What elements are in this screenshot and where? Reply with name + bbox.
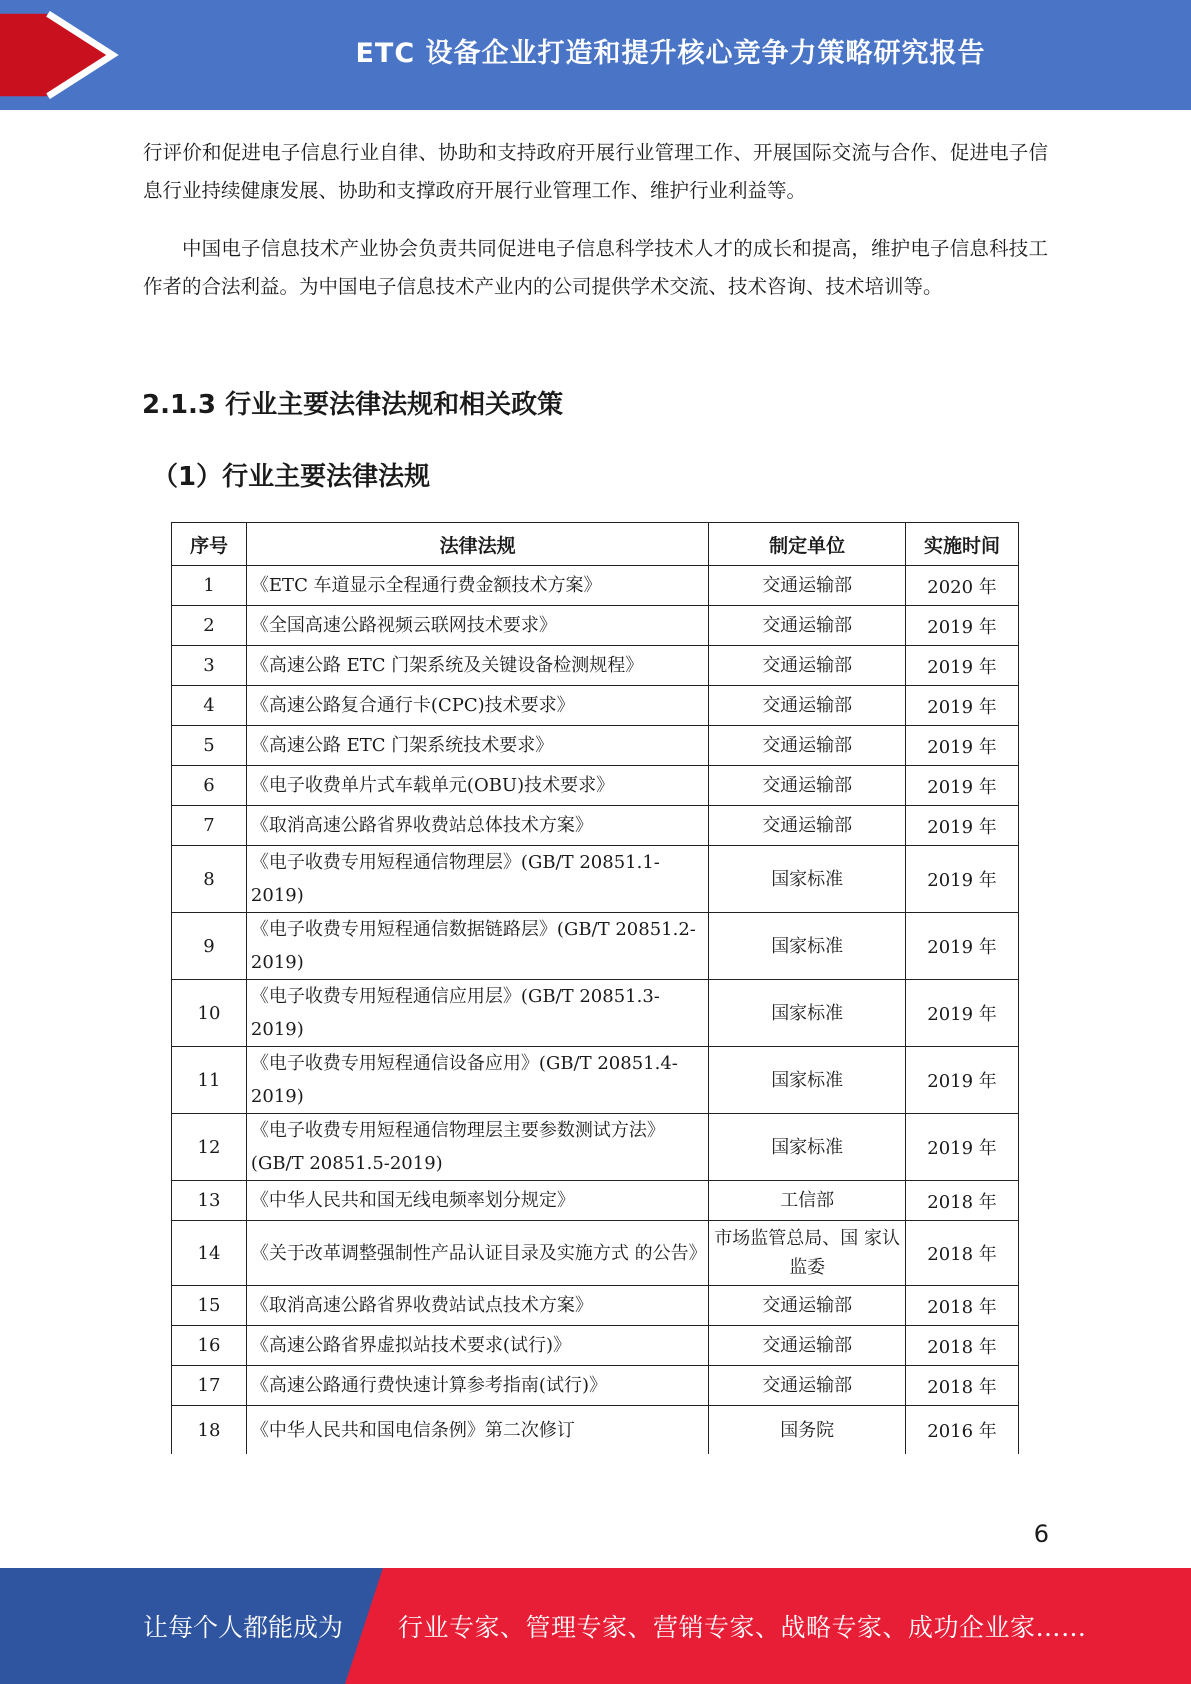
page-number: 6 — [1033, 1520, 1049, 1548]
row-law: 《电子收费单片式车载单元(OBU)技术要求》 — [246, 766, 708, 806]
row-year: 2019 年 — [906, 726, 1019, 766]
row-law: 《取消高速公路省界收费站试点技术方案》 — [246, 1286, 708, 1326]
row-year: 2019 年 — [906, 686, 1019, 726]
body-text — [143, 134, 1048, 306]
row-number: 10 — [172, 980, 247, 1047]
row-year: 2019 年 — [906, 1047, 1019, 1114]
row-year: 2018 年 — [906, 1286, 1019, 1326]
row-organization: 工信部 — [709, 1181, 906, 1221]
row-law: 《电子收费专用短程通信应用层》(GB/T 20851.3-2019) — [246, 980, 708, 1047]
row-number: 7 — [172, 806, 247, 846]
row-year: 2018 年 — [906, 1221, 1019, 1286]
header-law: 法律法规 — [246, 523, 708, 566]
row-organization: 交通运输部 — [709, 726, 906, 766]
row-number: 8 — [172, 846, 247, 913]
row-law: 《取消高速公路省界收费站总体技术方案》 — [246, 806, 708, 846]
row-year: 2019 年 — [906, 806, 1019, 846]
row-organization: 交通运输部 — [709, 686, 906, 726]
table-row — [172, 1221, 1019, 1286]
row-organization: 国家标准 — [709, 980, 906, 1047]
footer-slogan-left: 让每个人都能成为 — [143, 1613, 344, 1642]
row-year: 2019 年 — [906, 1114, 1019, 1181]
row-year: 2018 年 — [906, 1366, 1019, 1406]
row-organization: 交通运输部 — [709, 606, 906, 646]
row-year: 2019 年 — [906, 980, 1019, 1047]
table-row — [172, 1181, 1019, 1221]
table-row — [172, 913, 1019, 980]
subsection-heading: （1）行业主要法律法规 — [152, 462, 431, 492]
row-number: 11 — [172, 1047, 247, 1114]
row-year: 2019 年 — [906, 646, 1019, 686]
table-row — [172, 606, 1019, 646]
row-number: 6 — [172, 766, 247, 806]
row-law: 《全国高速公路视频云联网技术要求》 — [246, 606, 708, 646]
row-number: 5 — [172, 726, 247, 766]
table-row — [172, 1286, 1019, 1326]
red-arrow-logo-shape — [0, 0, 120, 110]
row-law: 《高速公路复合通行卡(CPC)技术要求》 — [246, 686, 708, 726]
report-title: ETC 设备企业打造和提升核心竞争力策略研究报告 — [355, 37, 986, 69]
paragraph-1: 行评价和促进电子信息行业自律、协助和支持政府开展行业管理工作、开展国际交流与合作、促进电子信息行业持续健康发展、协助和支撑政府开展行业管理工作、维护行业利益等。 — [143, 141, 1048, 202]
row-law: 《高速公路 ETC 门架系统及关键设备检测规程》 — [246, 646, 708, 686]
row-law: 《关于改革调整强制性产品认证目录及实施方式 的公告》 — [246, 1221, 708, 1286]
row-organization: 交通运输部 — [709, 646, 906, 686]
row-number: 2 — [172, 606, 247, 646]
row-organization: 交通运输部 — [709, 566, 906, 606]
table-row — [172, 1406, 1019, 1455]
row-law: 《电子收费专用短程通信数据链路层》(GB/T 20851.2-2019) — [246, 913, 708, 980]
table-row — [172, 726, 1019, 766]
footer-slogan-right: 行业专家、管理专家、营销专家、战略专家、成功企业家…… — [398, 1613, 1087, 1642]
header-number: 序号 — [172, 523, 247, 566]
row-year: 2019 年 — [906, 913, 1019, 980]
row-number: 16 — [172, 1326, 247, 1366]
row-year: 2018 年 — [906, 1326, 1019, 1366]
table-row — [172, 1326, 1019, 1366]
table-row — [172, 846, 1019, 913]
row-law: 《电子收费专用短程通信设备应用》(GB/T 20851.4-2019) — [246, 1047, 708, 1114]
row-law: 《高速公路通行费快速计算参考指南(试行)》 — [246, 1366, 708, 1406]
table-row — [172, 806, 1019, 846]
row-number: 18 — [172, 1406, 247, 1455]
row-number: 9 — [172, 913, 247, 980]
paragraph-2: 中国电子信息技术产业协会负责共同促进电子信息科学技术人才的成长和提高，维护电子信息科技工作者的合法利益。为中国电子信息技术产业内的公司提供学术交流、技术咨询、技术培训等。 — [143, 237, 1048, 298]
table-header-row — [172, 523, 1019, 566]
row-law: 《ETC 车道显示全程通行费金额技术方案》 — [246, 566, 708, 606]
row-organization: 国务院 — [709, 1406, 906, 1455]
row-year: 2018 年 — [906, 1181, 1019, 1221]
header-organization: 制定单位 — [709, 523, 906, 566]
row-law: 《高速公路省界虚拟站技术要求(试行)》 — [246, 1326, 708, 1366]
row-year: 2019 年 — [906, 766, 1019, 806]
row-year: 2020 年 — [906, 566, 1019, 606]
table-row — [172, 766, 1019, 806]
row-law: 《中华人民共和国无线电频率划分规定》 — [246, 1181, 708, 1221]
header-effective-date: 实施时间 — [906, 523, 1019, 566]
row-law: 《电子收费专用短程通信物理层主要参数测试方法》(GB/T 20851.5-2019) — [246, 1114, 708, 1181]
table-row — [172, 1047, 1019, 1114]
row-year: 2016 年 — [906, 1406, 1019, 1455]
table-row — [172, 686, 1019, 726]
footer-banner — [0, 1568, 1191, 1684]
row-number: 1 — [172, 566, 247, 606]
row-year: 2019 年 — [906, 846, 1019, 913]
table-row — [172, 980, 1019, 1047]
row-law: 《中华人民共和国电信条例》第二次修订 — [246, 1406, 708, 1455]
row-number: 12 — [172, 1114, 247, 1181]
row-law: 《高速公路 ETC 门架系统技术要求》 — [246, 726, 708, 766]
row-organization: 交通运输部 — [709, 806, 906, 846]
row-number: 17 — [172, 1366, 247, 1406]
row-organization: 国家标准 — [709, 913, 906, 980]
laws-table — [171, 522, 1019, 1454]
row-organization: 市场监管总局、国 家认监委 — [709, 1221, 906, 1286]
row-number: 3 — [172, 646, 247, 686]
row-year: 2019 年 — [906, 606, 1019, 646]
row-number: 13 — [172, 1181, 247, 1221]
table-row — [172, 1114, 1019, 1181]
table-row — [172, 646, 1019, 686]
row-organization: 交通运输部 — [709, 766, 906, 806]
row-number: 15 — [172, 1286, 247, 1326]
row-organization: 交通运输部 — [709, 1326, 906, 1366]
table-row — [172, 566, 1019, 606]
row-law: 《电子收费专用短程通信物理层》(GB/T 20851.1-2019) — [246, 846, 708, 913]
row-organization: 国家标准 — [709, 1114, 906, 1181]
row-organization: 国家标准 — [709, 846, 906, 913]
report-header — [0, 0, 1191, 110]
row-organization: 交通运输部 — [709, 1366, 906, 1406]
row-organization: 交通运输部 — [709, 1286, 906, 1326]
section-heading: 2.1.3 行业主要法律法规和相关政策 — [142, 390, 564, 420]
row-number: 14 — [172, 1221, 247, 1286]
table-row — [172, 1366, 1019, 1406]
row-organization: 国家标准 — [709, 1047, 906, 1114]
row-number: 4 — [172, 686, 247, 726]
